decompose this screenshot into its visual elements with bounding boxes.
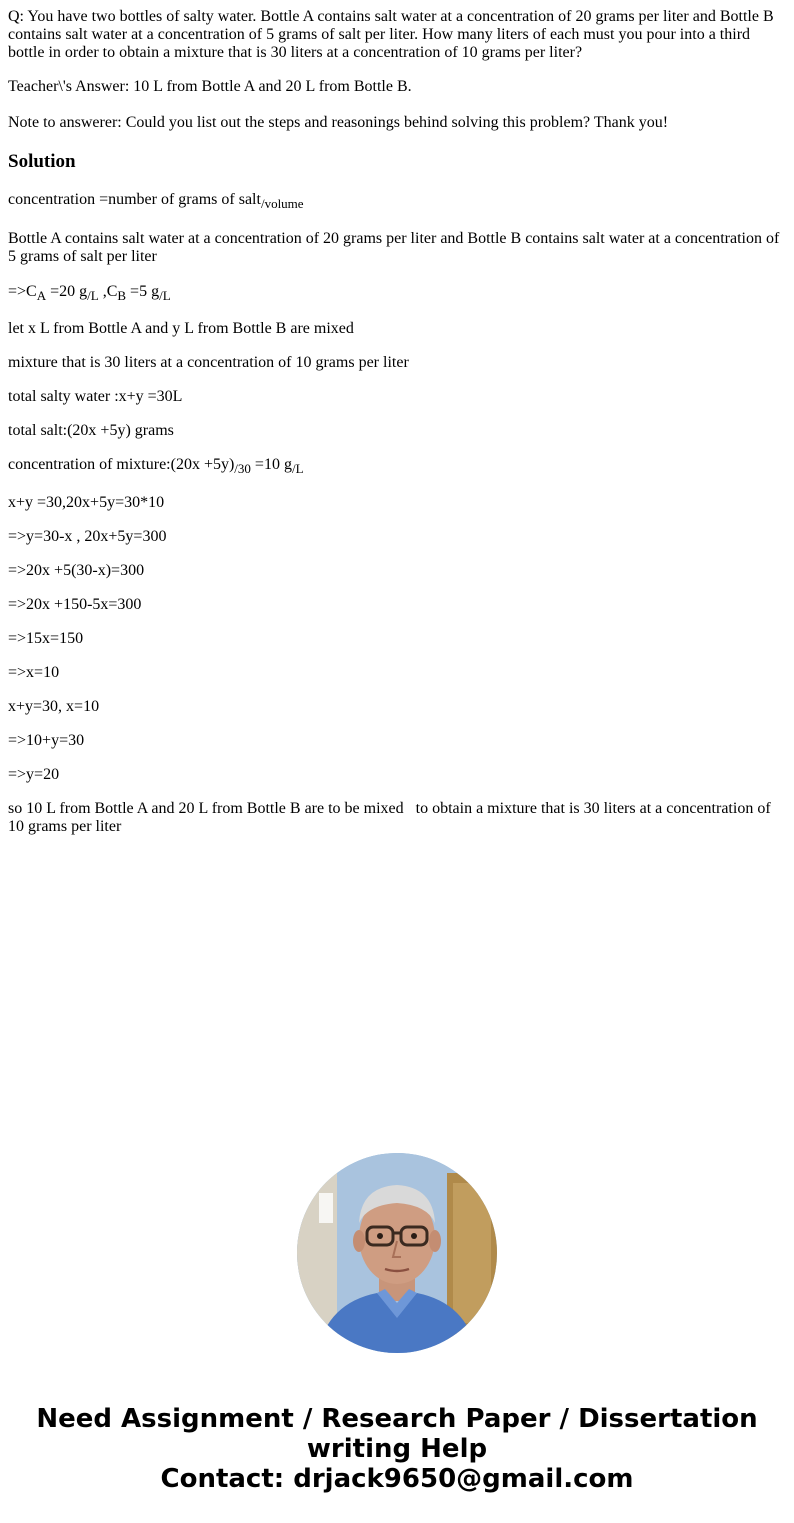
concentration-definition	[8, 191, 304, 209]
step-line: =>20x +5(30-x)=300	[8, 562, 145, 579]
mixture-conc-unit: /L	[291, 461, 304, 476]
concentration-definition-main: concentration =number of grams of salt	[8, 191, 261, 208]
promo-line-2: writing Help	[306, 1434, 488, 1464]
step-line: =>y=20	[8, 766, 60, 783]
concentration-definition-sub: /volume	[260, 196, 304, 211]
cb-value: =5 g	[126, 283, 160, 300]
total-salt-line: total salt:(20x +5y) grams	[8, 422, 174, 439]
mixture-conc-expr: concentration of mixture:(20x +5y)	[8, 456, 235, 473]
step-line: =>10+y=30	[8, 732, 85, 749]
cb-prefix: ,C	[98, 283, 118, 300]
promo-contact: Contact: drjack9650@gmail.com	[160, 1464, 634, 1494]
mixture-conc-value: =10 g	[250, 456, 292, 473]
promo-banner	[0, 1404, 794, 1494]
ca-cb-line	[8, 283, 171, 301]
let-line: let x L from Bottle A and y L from Bottle B are mixed	[8, 320, 354, 337]
ca-unit: /L	[87, 288, 99, 303]
note-to-answerer: Note to answerer: Could you list out the steps and reasonings behind solving this problem? Thank you!	[8, 114, 669, 131]
solution-heading: Solution	[8, 151, 76, 172]
step-line: =>y=30-x , 20x+5y=300	[8, 528, 167, 545]
step-line: =>15x=150	[8, 630, 84, 647]
teacher-answer: Teacher\'s Answer: 10 L from Bottle A and 20 L from Bottle B.	[8, 78, 412, 95]
ca-prefix: =>C	[8, 283, 37, 300]
step-line: x+y =30,20x+5y=30*10	[8, 494, 165, 511]
conclusion: so 10 L from Bottle A and 20 L from Bottle B are to be mixed to obtain a mixture that is 30 liters at a concentration of 10 grams per liter	[8, 800, 771, 835]
mixture-conc-divisor: /30	[234, 461, 251, 476]
total-water-line: total salty water :x+y =30L	[8, 388, 183, 405]
cb-sub: B	[117, 288, 127, 303]
step-line: x+y=30, x=10	[8, 698, 100, 715]
cb-unit: /L	[159, 288, 171, 303]
author-avatar	[297, 1153, 497, 1353]
mixture-concentration-line	[8, 456, 304, 474]
author-photo-illustration	[297, 1153, 497, 1353]
bottles-statement: Bottle A contains salt water at a concentration of 20 grams per liter and Bottle B contains salt water at a concentration of 5 grams of salt per liter	[8, 230, 780, 265]
step-line: =>x=10	[8, 664, 60, 681]
mixture-line: mixture that is 30 liters at a concentration of 10 grams per liter	[8, 354, 409, 371]
promo-line-1: Need Assignment / Research Paper / Dissertation	[36, 1404, 758, 1434]
ca-sub: A	[36, 288, 47, 303]
ca-value: =20 g	[46, 283, 88, 300]
question-text: Q: You have two bottles of salty water. Bottle A contains salt water at a concentration of 20 grams per liter and Bottle B contains salt water at a concentration of 5 grams of salt per liter. How many liters of each must you pour into a third bottle in order to obtain a mixture that is 30 liters at a concentration of 10 grams per liter?	[8, 8, 774, 61]
step-line: =>20x +150-5x=300	[8, 596, 142, 613]
